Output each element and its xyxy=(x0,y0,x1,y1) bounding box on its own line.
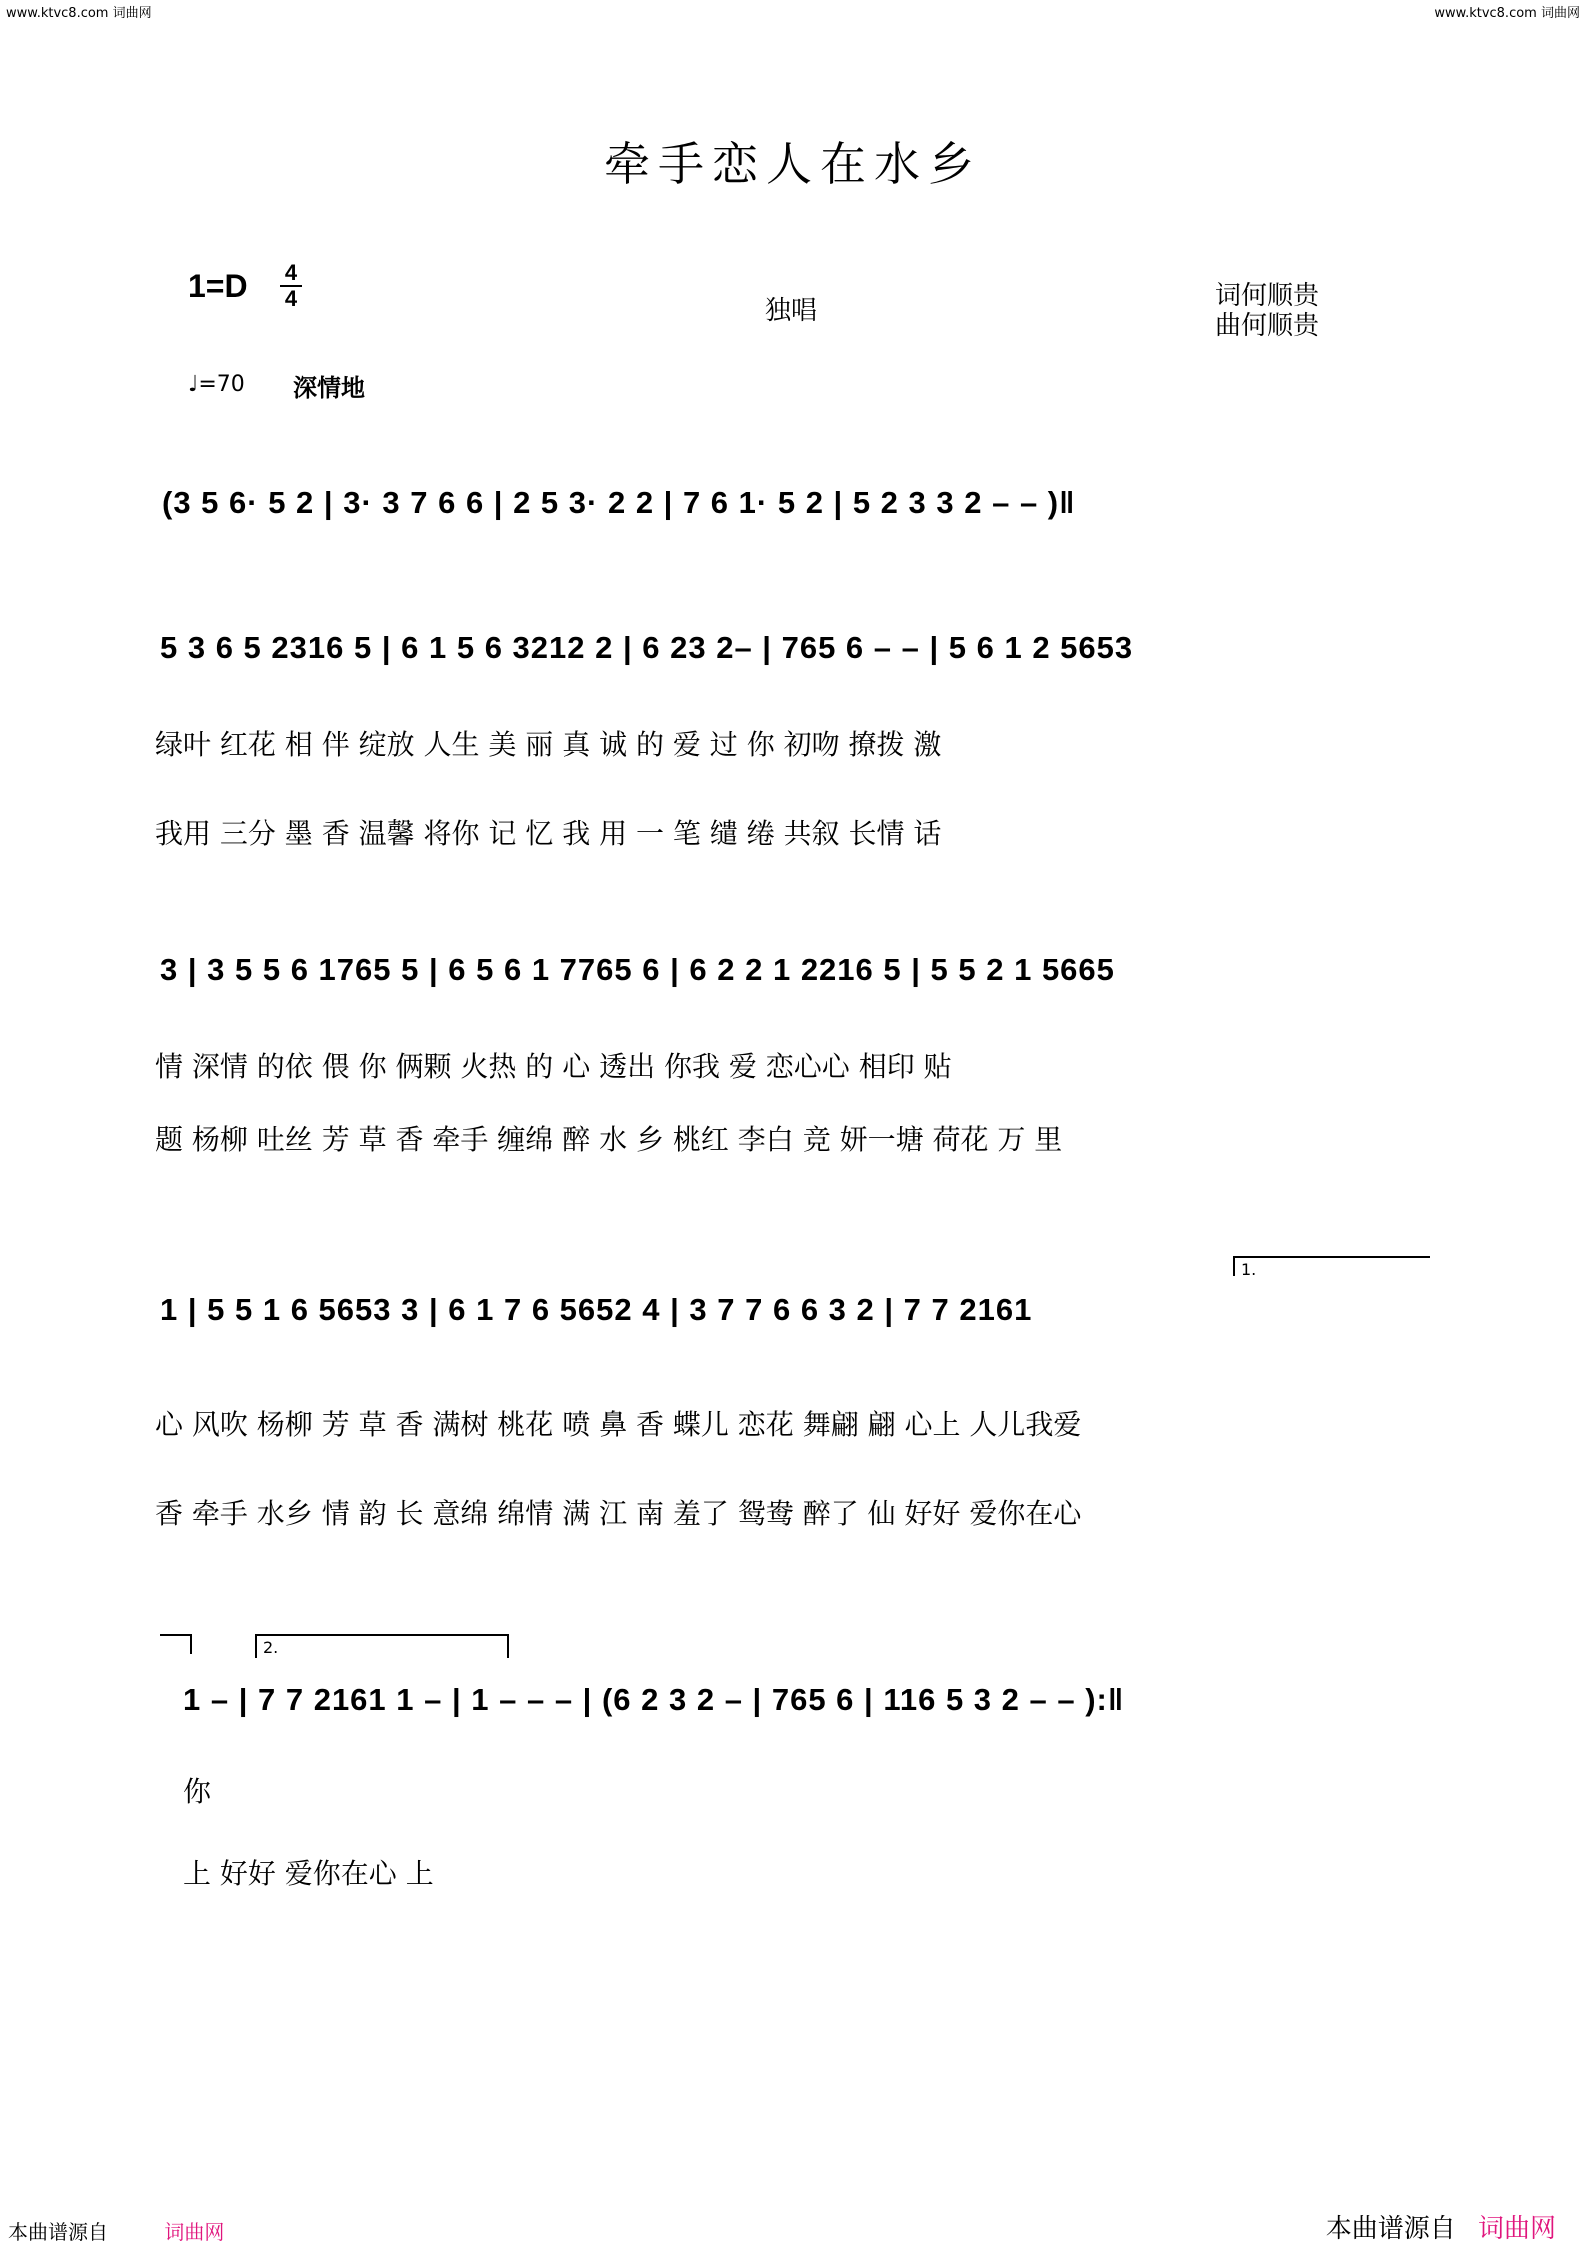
tempo-marking: ♩=70 xyxy=(188,372,245,397)
volta-label: 1. xyxy=(1241,1260,1257,1279)
lyricist: 词何顺贵 xyxy=(1215,281,1320,311)
volta-bracket-1 xyxy=(1233,1256,1430,1279)
footer-left-text: 本曲谱源自 xyxy=(8,2220,108,2244)
lyrics-system-3-verse-2: 题 杨柳 吐丝 芳 草 香 牵手 缠绵 醉 水 乡 桃红 李白 竞 妍一塘 荷花 万 里 xyxy=(155,1123,1063,1156)
score-system-4: 1 | 5 5 1 6 5653 3 | 6 1 7 6 5652 4 | 3 7 7 6 6 3 2 | 7 7 2161 xyxy=(160,1292,1033,1327)
watermark-name: 词曲网 xyxy=(1540,6,1580,21)
footer-left-site: 词曲网 xyxy=(164,2220,225,2244)
score-system-3: 3 | 3 5 5 6 1765 5 | 6 5 6 1 7765 6 | 6 2 2 1 2216 5 | 5 5 2 1 5665 xyxy=(160,952,1115,987)
watermark-site: www.ktvc8.com xyxy=(1434,6,1537,21)
watermark-name: 词曲网 xyxy=(112,6,152,21)
volta-bracket-1-end xyxy=(160,1634,192,1654)
key-signature: 1=D xyxy=(188,268,248,304)
time-top: 4 xyxy=(284,260,298,285)
performance-type: 独唱 xyxy=(765,296,818,326)
score-system-2: 5 3 6 5 2316 5 | 6 1 5 6 3212 2 | 6 23 2– | 765 6 – – | 5 6 1 2 5653 xyxy=(160,630,1134,665)
score-system-1: (3 5 6· 5 2 | 3· 3 7 6 6 | 2 5 3· 2 2 | 7 6 1· 5 2 | 5 2 3 3 2 – – )‖ xyxy=(162,485,1076,520)
lyrics-system-2-verse-1: 绿叶 红花 相 伴 绽放 人生 美 丽 真 诚 的 爱 过 你 初吻 撩拨 激 xyxy=(155,728,942,761)
lyrics-system-5-verse-2: 上 好好 爱你在心 上 xyxy=(183,1857,434,1890)
footer-left xyxy=(8,2216,224,2245)
score-system-5: 1 – | 7 7 2161 1 – | 1 – – – | (6 2 3 2 – | 765 6 | 116 5 3 2 – – ):‖ xyxy=(183,1682,1125,1717)
expression-marking: 深情地 xyxy=(293,374,365,402)
time-signature xyxy=(280,262,302,310)
lyrics-system-3-verse-1: 情 深情 的依 偎 你 俩颗 火热 的 心 透出 你我 爱 恋心心 相印 贴 xyxy=(155,1050,952,1083)
lyrics-system-4-verse-1: 心 风吹 杨柳 芳 草 香 满树 桃花 喷 鼻 香 蝶儿 恋花 舞翩 翩 心上 人儿我爱 xyxy=(155,1408,1082,1441)
lyrics-system-5-verse-1: 你 xyxy=(183,1775,212,1808)
time-bottom: 4 xyxy=(284,286,298,311)
footer-right xyxy=(1326,2208,1556,2245)
watermark-top-left xyxy=(6,2,152,21)
song-title: 牵手恋人在水乡 xyxy=(604,137,982,191)
watermark-site: www.ktvc8.com xyxy=(6,6,109,21)
footer-right-text: 本曲谱源自 xyxy=(1325,2214,1456,2244)
volta-bracket-2 xyxy=(255,1634,509,1658)
footer-right-site: 词曲网 xyxy=(1477,2214,1556,2244)
lyrics-system-4-verse-2: 香 牵手 水乡 情 韵 长 意绵 绵情 满 江 南 羞了 鸳鸯 醉了 仙 好好 爱你在心 xyxy=(155,1497,1082,1530)
composer: 曲何顺贵 xyxy=(1215,311,1320,341)
watermark-top-right xyxy=(1434,2,1580,21)
volta-label: 2. xyxy=(263,1638,279,1657)
lyrics-system-2-verse-2: 我用 三分 墨 香 温馨 将你 记 忆 我 用 一 笔 缱 绻 共叙 长情 话 xyxy=(155,817,942,850)
